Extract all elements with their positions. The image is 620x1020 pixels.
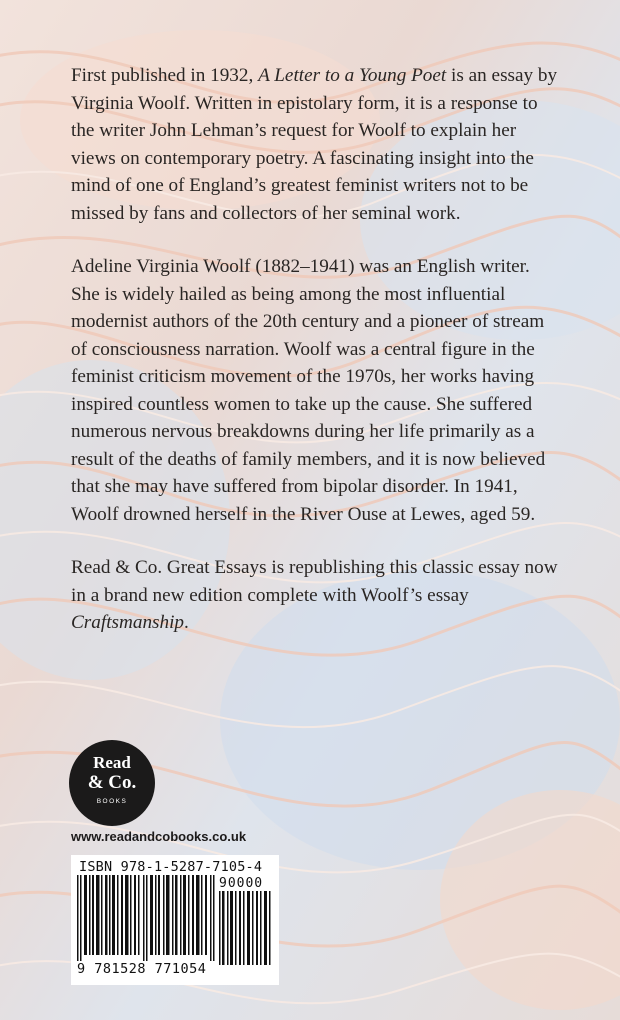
edition-text-start: Read & Co. Great Essays is republishing this classic essay now in a brand new edition complete with Woolf’s essay	[71, 557, 558, 606]
blurb-text	[71, 62, 561, 663]
price-code: 90000	[219, 876, 264, 891]
author-bio-paragraph: Adeline Virginia Woolf (1882–1941) was an English writer. She is widely hailed as being among the most influential modernist authors of the 20th century and a pioneer of stream of consciousness narration. Woolf was a central figure in the feminist criticism movement of the 1970s, her works having inspired countless women to take up the cause. She suffered numerous nervous breakdowns during her life primarily as a result of the deaths of family members, and it is now believed that she may have suffered from bipolar disorder. In 1941, Woolf drowned herself in the River Ouse at Lewes, aged 59.	[71, 256, 546, 525]
ean-barcode	[77, 875, 215, 961]
logo-and-co: & Co.	[87, 772, 137, 793]
addon-barcode	[219, 891, 273, 965]
edition-text-end: .	[184, 612, 189, 633]
publisher-logo	[69, 740, 155, 826]
edition-paragraph	[71, 554, 561, 637]
description-text-start: First published in 1932,	[71, 65, 259, 86]
book-title: A Letter to a Young Poet	[258, 65, 447, 86]
barcode-block	[71, 855, 279, 985]
logo-books: BOOKS	[96, 798, 128, 805]
companion-essay-title: Craftsmanship	[71, 612, 185, 633]
ean-number: 9 781528 771054	[77, 961, 207, 977]
logo-read: Read	[93, 753, 131, 772]
description-text-end: is an essay by Virginia Woolf. Written in epistolary form, it is a response to the writer John Lehman’s request for Woolf to explain her views on contemporary poetry. A fascinating insight into the mind of one of England’s greatest feminist writers not to be missed by fans and collectors of her seminal work.	[71, 65, 558, 224]
publisher-url[interactable]: www.readandcobooks.co.uk	[71, 829, 247, 844]
isbn-label: ISBN 978-1-5287-7105-4	[79, 859, 263, 875]
description-paragraph	[71, 62, 561, 227]
